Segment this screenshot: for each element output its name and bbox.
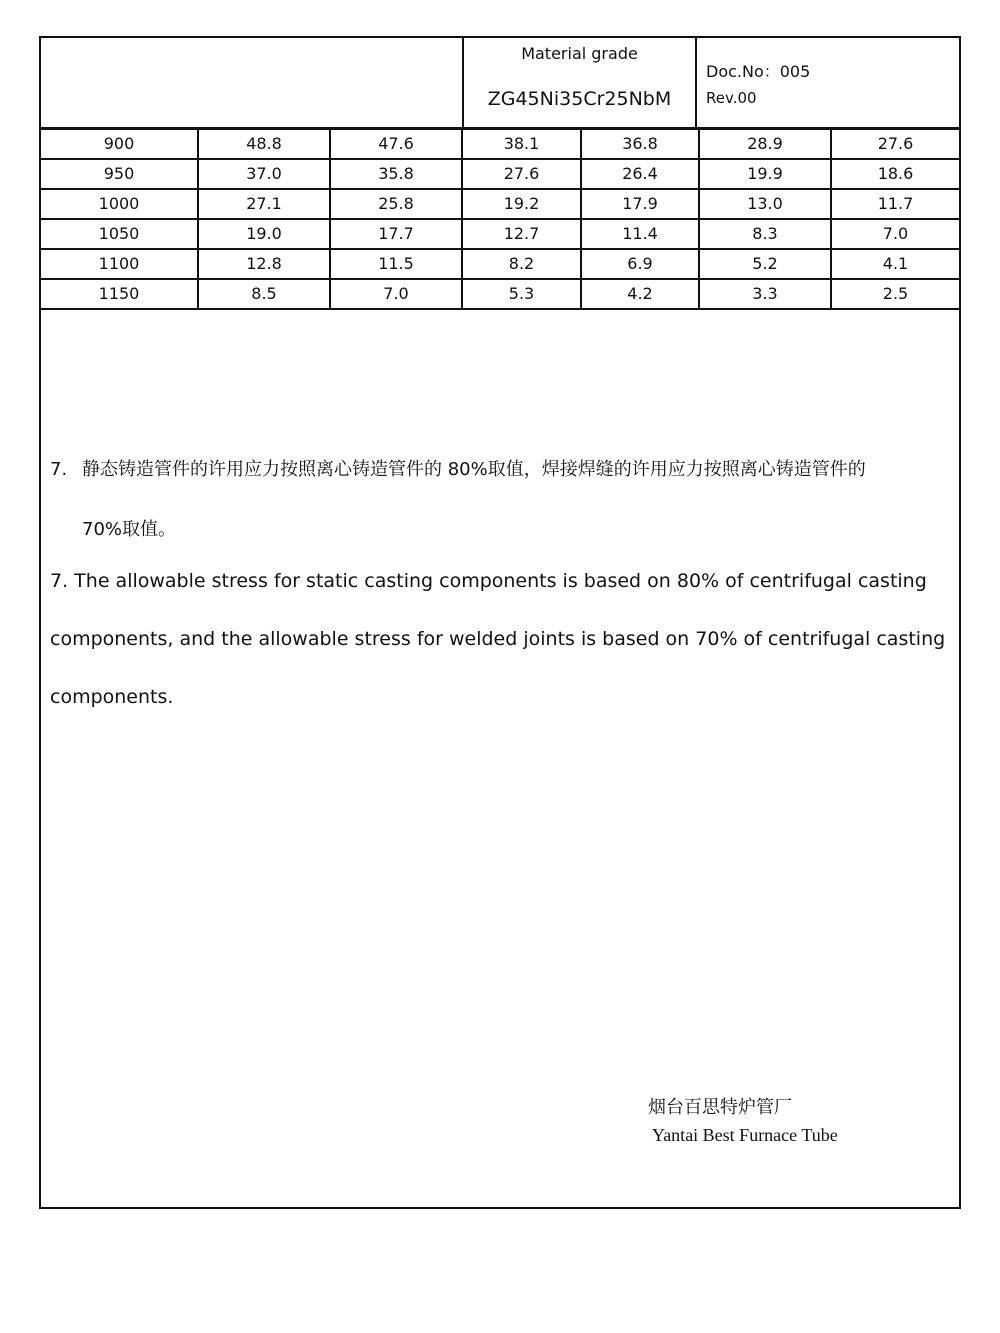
table-cell: 47.6 bbox=[331, 130, 463, 158]
table-row bbox=[41, 250, 959, 280]
company-name-chinese: 烟台百思特炉管厂 bbox=[648, 1097, 792, 1118]
table-cell: 48.8 bbox=[199, 130, 331, 158]
table-cell: 17.7 bbox=[331, 220, 463, 248]
doc-number: Doc.No：005 bbox=[706, 62, 811, 81]
table-cell: 950 bbox=[41, 160, 199, 188]
table-cell: 6.9 bbox=[582, 250, 700, 278]
company-name-english: Yantai Best Furnace Tube bbox=[652, 1125, 838, 1145]
table-cell: 27.6 bbox=[463, 160, 582, 188]
table-cell: 7.0 bbox=[882, 224, 909, 243]
doc-info-cell bbox=[697, 38, 959, 127]
document-frame bbox=[39, 36, 961, 1209]
table-row bbox=[41, 220, 959, 250]
table-cell: 17.9 bbox=[582, 190, 700, 218]
table-row bbox=[41, 128, 959, 160]
note-chinese-text-2: 70%取值。 bbox=[82, 519, 177, 540]
table-cell: 12.8 bbox=[199, 250, 331, 278]
table-cell: 18.6 bbox=[877, 164, 914, 183]
table-cell: 11.4 bbox=[582, 220, 700, 248]
table-cell: 8.3 bbox=[700, 220, 832, 248]
note-english: 7. The allowable stress for static casting components is based on 80% of centrifugal casting components, and the allowable stress for welded joints is based on 70% of centrifugal casting components. bbox=[50, 570, 946, 708]
material-grade-value: ZG45Ni35Cr25NbM bbox=[487, 88, 672, 110]
table-cell: 900 bbox=[41, 130, 199, 158]
table-cell: 7.0 bbox=[331, 280, 463, 308]
note-chinese-line-1 bbox=[50, 440, 950, 500]
table-cell: 11.7 bbox=[877, 194, 914, 213]
table-cell: 4.2 bbox=[582, 280, 700, 308]
table-cell: 37.0 bbox=[199, 160, 331, 188]
table-row bbox=[41, 190, 959, 220]
allowable-stress-table bbox=[41, 128, 959, 310]
table-cell: 38.1 bbox=[463, 130, 582, 158]
table-cell: 26.4 bbox=[582, 160, 700, 188]
table-cell: 1100 bbox=[41, 250, 199, 278]
table-cell: 27.6 bbox=[877, 134, 914, 153]
table-cell: 36.8 bbox=[582, 130, 700, 158]
table-cell: 35.8 bbox=[331, 160, 463, 188]
table-cell: 19.0 bbox=[199, 220, 331, 248]
note-number: 7. bbox=[50, 459, 68, 480]
table-cell: 5.3 bbox=[463, 280, 582, 308]
material-grade-label: Material grade bbox=[521, 44, 638, 63]
table-row bbox=[41, 160, 959, 190]
document-header bbox=[41, 38, 959, 129]
table-cell: 5.2 bbox=[700, 250, 832, 278]
revision: Rev.00 bbox=[706, 89, 757, 107]
table-cell: 12.7 bbox=[463, 220, 582, 248]
table-cell: 4.1 bbox=[882, 254, 909, 273]
note-chinese bbox=[50, 440, 950, 560]
table-cell: 19.2 bbox=[463, 190, 582, 218]
table-cell: 27.1 bbox=[199, 190, 331, 218]
table-cell: 13.0 bbox=[700, 190, 832, 218]
material-grade-cell bbox=[464, 38, 697, 127]
note-chinese-text-1: 静态铸造管件的许用应力按照离心铸造管件的 80%取值，焊接焊缝的许用应力按照离心铸造管件的 bbox=[82, 459, 866, 480]
table-cell: 11.5 bbox=[331, 250, 463, 278]
table-cell: 19.9 bbox=[700, 160, 832, 188]
table-cell: 28.9 bbox=[700, 130, 832, 158]
table-cell: 8.2 bbox=[463, 250, 582, 278]
table-cell: 2.5 bbox=[882, 284, 909, 303]
table-cell: 8.5 bbox=[199, 280, 331, 308]
header-blank-cell bbox=[41, 38, 464, 127]
table-row bbox=[41, 280, 959, 310]
table-cell: 1000 bbox=[41, 190, 199, 218]
table-cell: 1150 bbox=[41, 280, 199, 308]
table-cell: 25.8 bbox=[331, 190, 463, 218]
table-cell: 3.3 bbox=[700, 280, 832, 308]
table-cell: 1050 bbox=[41, 220, 199, 248]
